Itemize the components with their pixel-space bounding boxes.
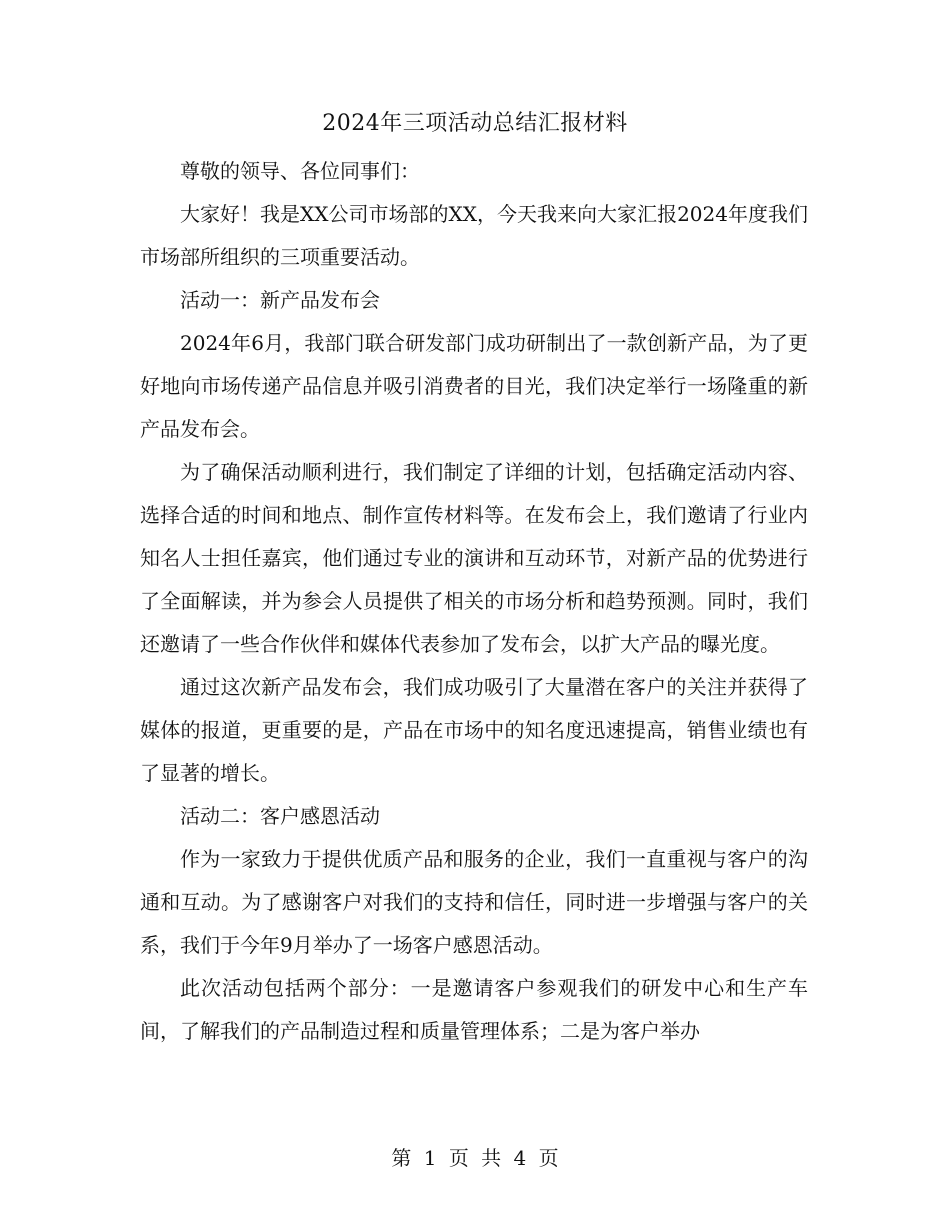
paragraph: 2024年6月，我部门联合研发部门成功研制出了一款创新产品，为了更好地向市场传递产品信息并吸引消费者的目光，我们决定举行一场隆重的新产品发布会。 xyxy=(140,331,808,441)
section-heading-activity-1: 活动一：新产品发布会 xyxy=(180,288,380,312)
paragraph-greeting: 尊敬的领导、各位同事们： xyxy=(180,159,420,183)
paragraph: 作为一家致力于提供优质产品和服务的企业，我们一直重视与客户的沟通和互动。为了感谢客户对我们的支持和信任，同时进一步增强与客户的关系，我们于今年9月举办了一场客户感恩活动。 xyxy=(140,847,808,957)
paragraph-intro: 大家好！我是XX公司市场部的XX，今天我来向大家汇报2024年度我们市场部所组织的三项重要活动。 xyxy=(140,202,808,269)
paragraph: 通过这次新产品发布会，我们成功吸引了大量潜在客户的关注并获得了媒体的报道，更重要的是，产品在市场中的知名度迅速提高，销售业绩也有了显著的增长。 xyxy=(140,675,808,785)
page-number-footer: 第 1 页 共 4 页 xyxy=(391,1146,559,1170)
paragraph: 为了确保活动顺利进行，我们制定了详细的计划，包括确定活动内容、选择合适的时间和地点、制作宣传材料等。在发布会上，我们邀请了行业内知名人士担任嘉宾，他们通过专业的演讲和互动环节，对新产品的优势进行了全面解读，并为参会人员提供了相关的市场分析和趋势预测。同时，我们还邀请了一些合作伙伴和媒体代表参加了发布会，以扩大产品的曝光度。 xyxy=(140,460,808,656)
document-title: 2024年三项活动总结汇报材料 xyxy=(322,111,628,136)
document-body xyxy=(140,150,808,1053)
paragraph: 此次活动包括两个部分：一是邀请客户参观我们的研发中心和生产车间，了解我们的产品制造过程和质量管理体系；二是为客户举办 xyxy=(140,976,808,1043)
section-heading-activity-2: 活动二：客户感恩活动 xyxy=(180,804,380,828)
